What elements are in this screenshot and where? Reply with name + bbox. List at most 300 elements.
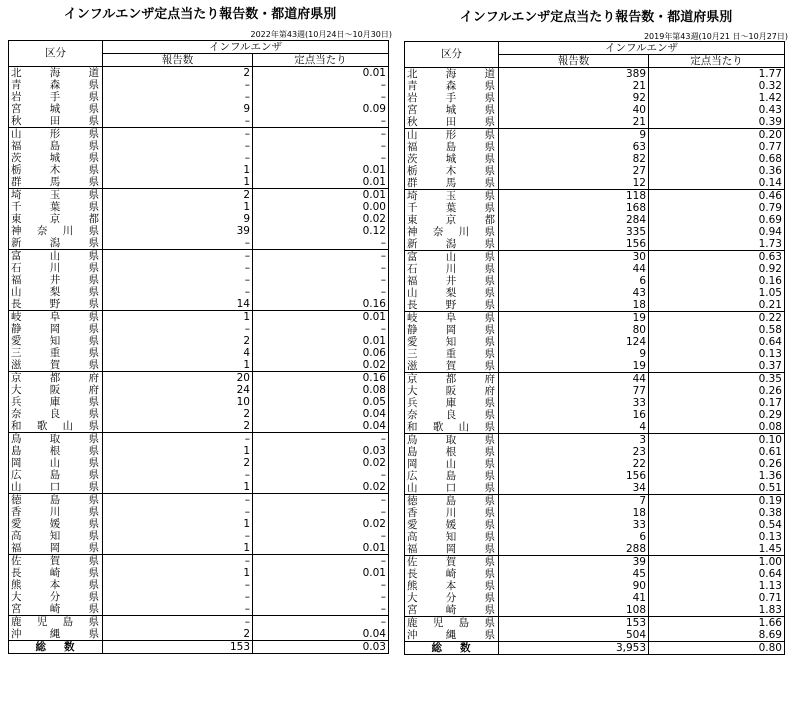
prefecture-name: 沖 縄 県: [407, 629, 495, 641]
prefecture-name: 石 川 県: [11, 262, 99, 274]
prefecture-name: 岐 阜 県: [407, 311, 495, 324]
report-count-cell: 6: [499, 275, 649, 287]
report-count-cell: 108: [499, 604, 649, 617]
prefecture-name: 栃 木 県: [11, 164, 99, 176]
table-row: [405, 104, 785, 116]
per-sentinel-cell: 0.64: [758, 568, 782, 580]
prefecture-cell: [405, 275, 499, 287]
per-sentinel-cell: 0.04: [253, 420, 389, 433]
per-sentinel-cell: 0.00: [362, 201, 386, 213]
prefecture-cell: [9, 115, 103, 128]
table-body: [405, 68, 785, 655]
per-sentinel-cell: 0.17: [758, 397, 782, 409]
prefecture-name: 富 山 県: [11, 249, 99, 262]
table-row: [9, 311, 389, 324]
report-count-cell: 118: [499, 190, 649, 203]
report-count-cell: 9: [103, 213, 253, 225]
prefecture-name: 大 分 県: [407, 592, 495, 604]
per-sentinel-cell: 0.71: [758, 592, 782, 604]
prefecture-name: 愛 媛 県: [407, 519, 495, 531]
table-row: [405, 287, 785, 299]
prefecture-name: 千 葉 県: [407, 202, 495, 214]
report-count-cell: 18: [499, 299, 649, 312]
report-count-cell: –: [103, 469, 253, 481]
report-count-cell: 19: [499, 312, 649, 325]
per-sentinel-cell: –: [380, 579, 386, 591]
prefecture-cell: [405, 360, 499, 373]
prefecture-cell: [405, 129, 499, 142]
prefecture-name: 福 岡 県: [11, 542, 99, 554]
prefecture-name: 長 野 県: [11, 298, 99, 310]
table-row: [9, 384, 389, 396]
per-sentinel-cell: 0.16: [253, 298, 389, 311]
per-sentinel-cell: –: [380, 493, 386, 506]
prefecture-name: 島 根 県: [407, 446, 495, 458]
prefecture-name: 和 歌 山 県: [407, 421, 495, 433]
prefecture-cell: [9, 457, 103, 469]
per-sentinel-cell: 8.69: [758, 629, 782, 641]
table-row: [405, 312, 785, 325]
report-count-cell: –: [103, 79, 253, 91]
report-count-cell: 30: [499, 251, 649, 264]
per-sentinel-cell: –: [253, 115, 389, 128]
report-count-cell: 1: [103, 567, 253, 579]
per-sentinel-cell: 0.02: [362, 457, 386, 469]
table-row: [405, 568, 785, 580]
prefecture-cell: [405, 604, 499, 617]
prefecture-cell: [405, 92, 499, 104]
per-sentinel-cell: 0.69: [758, 214, 782, 226]
prefecture-cell: [9, 91, 103, 103]
prefecture-cell: [405, 617, 499, 630]
per-sentinel-cell: 1.00: [758, 555, 782, 568]
table-row: [9, 91, 389, 103]
prefecture-cell: [405, 299, 499, 312]
report-count-cell: –: [103, 591, 253, 603]
table-row: [9, 603, 389, 616]
per-sentinel-cell: –: [253, 603, 389, 616]
per-sentinel-cell: 1.73: [649, 238, 785, 251]
prefecture-cell: [9, 542, 103, 555]
prefecture-cell: [9, 201, 103, 213]
report-count-cell: 1: [103, 518, 253, 530]
report-count-cell: –: [103, 555, 253, 568]
prefecture-name: 滋 賀 県: [407, 360, 495, 372]
report-count-cell: –: [103, 250, 253, 263]
prefecture-name: 大 分 県: [11, 591, 99, 603]
prefecture-name: 長 野 県: [407, 299, 495, 311]
per-sentinel-cell: 0.32: [758, 80, 782, 92]
report-count-cell: 2: [103, 67, 253, 80]
per-sentinel-cell: –: [380, 249, 386, 262]
table-row: [9, 396, 389, 408]
prefecture-name: 富 山 県: [407, 250, 495, 263]
table-row: [9, 164, 389, 176]
report-count-cell: 1: [103, 445, 253, 457]
prefecture-cell: [405, 507, 499, 519]
table-row: [9, 628, 389, 641]
prefecture-cell: [405, 177, 499, 190]
per-sentinel-cell: 0.51: [649, 482, 785, 495]
prefecture-name: 福 井 県: [407, 275, 495, 287]
prefecture-cell: [405, 202, 499, 214]
prefecture-cell: [9, 384, 103, 396]
table-row: [9, 420, 389, 433]
table-row: [405, 348, 785, 360]
table-row: [405, 409, 785, 421]
report-count-cell: 2: [103, 408, 253, 420]
prefecture-name: 岡 山 県: [407, 458, 495, 470]
per-sentinel-cell: –: [380, 432, 386, 445]
prefecture-name: 静 岡 県: [407, 324, 495, 336]
table-row: [9, 323, 389, 335]
table-row: [9, 201, 389, 213]
per-sentinel-cell: 0.21: [649, 299, 785, 312]
per-sentinel-cell: 0.06: [362, 347, 386, 359]
prefecture-cell: [405, 226, 499, 238]
table-row: [405, 373, 785, 386]
prefecture-name: 埼 玉 県: [11, 188, 99, 201]
report-count-cell: 6: [499, 531, 649, 543]
per-sentinel-cell: –: [380, 591, 386, 603]
report-count-cell: –: [103, 91, 253, 103]
table-row: [9, 457, 389, 469]
per-sentinel-cell: 0.05: [362, 396, 386, 408]
prefecture-name: 奈 良 県: [407, 409, 495, 421]
prefecture-name: 福 岡 県: [407, 543, 495, 555]
prefecture-cell: [405, 165, 499, 177]
per-sentinel-cell: 0.22: [758, 311, 782, 324]
table-row: [405, 153, 785, 165]
prefecture-cell: [405, 287, 499, 299]
per-sentinel-cell: –: [380, 323, 386, 335]
prefecture-cell: [405, 251, 499, 264]
prefecture-name: 新 潟 県: [407, 238, 495, 250]
table-row: [405, 385, 785, 397]
prefecture-cell: [405, 336, 499, 348]
prefecture-name: 鹿 児 島 県: [11, 615, 99, 628]
table-panel-2022: [8, 0, 392, 654]
table-row: [405, 238, 785, 251]
per-sentinel-cell: 1.36: [758, 470, 782, 482]
prefecture-name: 香 川 県: [407, 507, 495, 519]
per-sentinel-cell: 1.42: [758, 92, 782, 104]
prefecture-cell: [9, 67, 103, 80]
prefecture-name: 群 馬 県: [11, 176, 99, 188]
per-sentinel-cell: –: [380, 615, 386, 628]
prefecture-name: 京 都 府: [11, 371, 99, 384]
per-sentinel-cell: 0.35: [758, 372, 782, 385]
prefecture-name: 鹿 児 島 県: [407, 616, 495, 629]
report-count-cell: –: [103, 616, 253, 629]
prefecture-name: 高 知 県: [11, 530, 99, 542]
table-row: [405, 470, 785, 482]
prefecture-name: 大 阪 府: [11, 384, 99, 396]
prefecture-name: 秋 田 県: [11, 115, 99, 127]
prefecture-cell: [405, 312, 499, 325]
table-row: [405, 141, 785, 153]
total-count-cell: 3,953: [499, 642, 649, 655]
header-report-count: 報告数: [499, 55, 649, 68]
table-row: [9, 262, 389, 274]
report-count-cell: 284: [499, 214, 649, 226]
report-count-cell: 27: [499, 165, 649, 177]
report-count-cell: 9: [499, 129, 649, 142]
table-row: [9, 445, 389, 457]
prefecture-name: 高 知 県: [407, 531, 495, 543]
prefecture-cell: [9, 420, 103, 433]
total-rate-cell: 0.80: [649, 642, 785, 655]
table-row: [9, 372, 389, 385]
table-row: [9, 530, 389, 542]
prefecture-cell: [405, 592, 499, 604]
per-sentinel-cell: 0.16: [758, 275, 782, 287]
per-sentinel-cell: 0.94: [758, 226, 782, 238]
prefecture-name: 愛 知 県: [407, 336, 495, 348]
header-per-sentinel: 定点当たり: [649, 55, 785, 68]
per-sentinel-cell: –: [380, 286, 386, 298]
prefecture-name: 山 形 県: [11, 127, 99, 140]
header-influenza: インフルエンザ: [103, 41, 389, 54]
prefecture-name: 佐 賀 県: [11, 554, 99, 567]
prefecture-cell: [9, 323, 103, 335]
prefecture-name: 沖 縄 県: [11, 628, 99, 640]
prefecture-name: 北 海 道: [11, 66, 99, 79]
report-count-cell: 156: [499, 238, 649, 251]
per-sentinel-cell: 0.64: [758, 336, 782, 348]
table-row: [9, 494, 389, 507]
table-row: [405, 604, 785, 617]
prefecture-cell: [405, 434, 499, 447]
total-label: 総 数: [431, 641, 471, 654]
report-count-cell: 40: [499, 104, 649, 116]
table-row: [405, 446, 785, 458]
per-sentinel-cell: 0.01: [362, 335, 386, 347]
table-row: [405, 251, 785, 264]
per-sentinel-cell: –: [380, 127, 386, 140]
prefecture-name: 大 阪 府: [407, 385, 495, 397]
prefecture-cell: [9, 518, 103, 530]
per-sentinel-cell: 0.13: [758, 531, 782, 543]
table-row: [9, 579, 389, 591]
per-sentinel-cell: 0.02: [253, 481, 389, 494]
per-sentinel-cell: 0.01: [362, 310, 386, 323]
report-count-cell: 1: [103, 164, 253, 176]
prefecture-cell: [405, 385, 499, 397]
prefecture-name: 徳 島 県: [407, 494, 495, 507]
per-sentinel-cell: –: [380, 140, 386, 152]
table-row: [405, 507, 785, 519]
report-count-cell: 18: [499, 507, 649, 519]
report-count-cell: –: [103, 530, 253, 542]
report-count-cell: 34: [499, 482, 649, 495]
prefecture-name: 千 葉 県: [11, 201, 99, 213]
report-count-cell: 1: [103, 311, 253, 324]
prefecture-name: 山 形 県: [407, 128, 495, 141]
table-row: [405, 421, 785, 434]
header-per-sentinel: 定点当たり: [253, 54, 389, 67]
prefecture-name: 石 川 県: [407, 263, 495, 275]
report-count-cell: 39: [499, 556, 649, 569]
per-sentinel-cell: –: [380, 469, 386, 481]
table-row: [405, 214, 785, 226]
prefecture-cell: [405, 495, 499, 508]
report-count-cell: 80: [499, 324, 649, 336]
header-kubun: 区分: [9, 41, 103, 67]
per-sentinel-cell: –: [380, 152, 386, 164]
prefecture-cell: [9, 176, 103, 189]
per-sentinel-cell: 0.10: [758, 433, 782, 446]
prefecture-cell: [405, 373, 499, 386]
report-count-cell: –: [103, 128, 253, 141]
table-row: [9, 213, 389, 225]
prefecture-name: 岐 阜 県: [11, 310, 99, 323]
report-count-cell: 2: [103, 420, 253, 433]
prefecture-name: 福 島 県: [407, 141, 495, 153]
per-sentinel-cell: 0.01: [362, 567, 386, 579]
per-sentinel-cell: 0.58: [758, 324, 782, 336]
prefecture-cell: [9, 213, 103, 225]
prefecture-cell: [9, 445, 103, 457]
per-sentinel-cell: 0.09: [362, 103, 386, 115]
table-row: [9, 481, 389, 494]
prefecture-name: 東 京 都: [407, 214, 495, 226]
per-sentinel-cell: –: [380, 554, 386, 567]
prefecture-name: 佐 賀 県: [407, 555, 495, 568]
table-body: [9, 67, 389, 654]
prefecture-cell: [405, 556, 499, 569]
total-label: 総 数: [35, 640, 75, 653]
report-count-cell: –: [103, 274, 253, 286]
prefecture-cell: [405, 568, 499, 580]
prefecture-name: 広 島 県: [407, 470, 495, 482]
table-row: [405, 336, 785, 348]
total-label-cell: [405, 642, 499, 655]
table-row: [405, 165, 785, 177]
prefecture-cell: [9, 591, 103, 603]
flu-table: [8, 40, 389, 654]
prefecture-name: 山 梨 県: [407, 287, 495, 299]
report-count-cell: 2: [103, 189, 253, 202]
prefecture-cell: [405, 80, 499, 92]
prefecture-cell: [405, 446, 499, 458]
prefecture-name: 茨 城 県: [11, 152, 99, 164]
prefecture-cell: [9, 225, 103, 237]
report-count-cell: 2: [103, 335, 253, 347]
table-row: [9, 506, 389, 518]
prefecture-cell: [405, 68, 499, 81]
table-row: [405, 543, 785, 556]
per-sentinel-cell: 0.46: [758, 189, 782, 202]
table-row: [9, 225, 389, 237]
prefecture-name: 兵 庫 県: [11, 396, 99, 408]
report-count-cell: –: [103, 237, 253, 250]
report-count-cell: –: [103, 603, 253, 616]
prefecture-name: 北 海 道: [407, 67, 495, 80]
prefecture-cell: [9, 140, 103, 152]
table-row: [9, 115, 389, 128]
prefecture-cell: [9, 372, 103, 385]
prefecture-cell: [9, 274, 103, 286]
report-count-cell: 1: [103, 176, 253, 189]
prefecture-cell: [405, 104, 499, 116]
prefecture-name: 青 森 県: [407, 80, 495, 92]
prefecture-cell: [405, 531, 499, 543]
prefecture-cell: [405, 543, 499, 556]
table-row: [9, 335, 389, 347]
prefecture-cell: [9, 250, 103, 263]
table-row: [9, 469, 389, 481]
per-sentinel-cell: –: [380, 262, 386, 274]
prefecture-cell: [405, 397, 499, 409]
prefecture-name: 熊 本 県: [11, 579, 99, 591]
report-count-cell: 1: [103, 359, 253, 372]
prefecture-cell: [9, 494, 103, 507]
prefecture-cell: [405, 263, 499, 275]
table-row: [405, 519, 785, 531]
per-sentinel-cell: 1.66: [758, 616, 782, 629]
prefecture-cell: [405, 153, 499, 165]
per-sentinel-cell: –: [380, 91, 386, 103]
prefecture-cell: [405, 629, 499, 642]
table-row: [9, 176, 389, 189]
report-count-cell: 2: [103, 628, 253, 641]
prefecture-cell: [9, 603, 103, 616]
prefecture-cell: [9, 628, 103, 641]
table-row: [9, 567, 389, 579]
prefecture-cell: [405, 482, 499, 495]
prefecture-name: 和 歌 山 県: [11, 420, 99, 432]
table-row: [405, 202, 785, 214]
prefecture-name: 青 森 県: [11, 79, 99, 91]
report-count-cell: 9: [499, 348, 649, 360]
report-count-cell: –: [103, 433, 253, 446]
report-count-cell: 45: [499, 568, 649, 580]
per-sentinel-cell: 1.77: [758, 67, 782, 80]
table-row: [405, 617, 785, 630]
table-row: [9, 67, 389, 80]
prefecture-cell: [405, 324, 499, 336]
per-sentinel-cell: 0.26: [758, 385, 782, 397]
table-row: [405, 324, 785, 336]
table-row: [9, 237, 389, 250]
prefecture-name: 新 潟 県: [11, 237, 99, 249]
report-count-cell: –: [103, 140, 253, 152]
prefecture-cell: [9, 408, 103, 420]
report-count-cell: 24: [103, 384, 253, 396]
total-count-cell: 153: [103, 641, 253, 654]
report-count-cell: 20: [103, 372, 253, 385]
prefecture-name: 滋 賀 県: [11, 359, 99, 371]
total-row: [9, 641, 389, 654]
prefecture-name: 岡 山 県: [11, 457, 99, 469]
prefecture-name: 茨 城 県: [407, 153, 495, 165]
per-sentinel-cell: –: [380, 530, 386, 542]
prefecture-cell: [9, 481, 103, 494]
report-count-cell: 124: [499, 336, 649, 348]
prefecture-cell: [9, 616, 103, 629]
prefecture-cell: [9, 530, 103, 542]
table-row: [9, 591, 389, 603]
prefecture-cell: [9, 79, 103, 91]
per-sentinel-cell: 0.92: [758, 263, 782, 275]
table-row: [405, 92, 785, 104]
table-row: [9, 298, 389, 311]
per-sentinel-cell: 0.16: [362, 371, 386, 384]
table-row: [405, 177, 785, 190]
table-row: [405, 434, 785, 447]
prefecture-name: 群 馬 県: [407, 177, 495, 189]
